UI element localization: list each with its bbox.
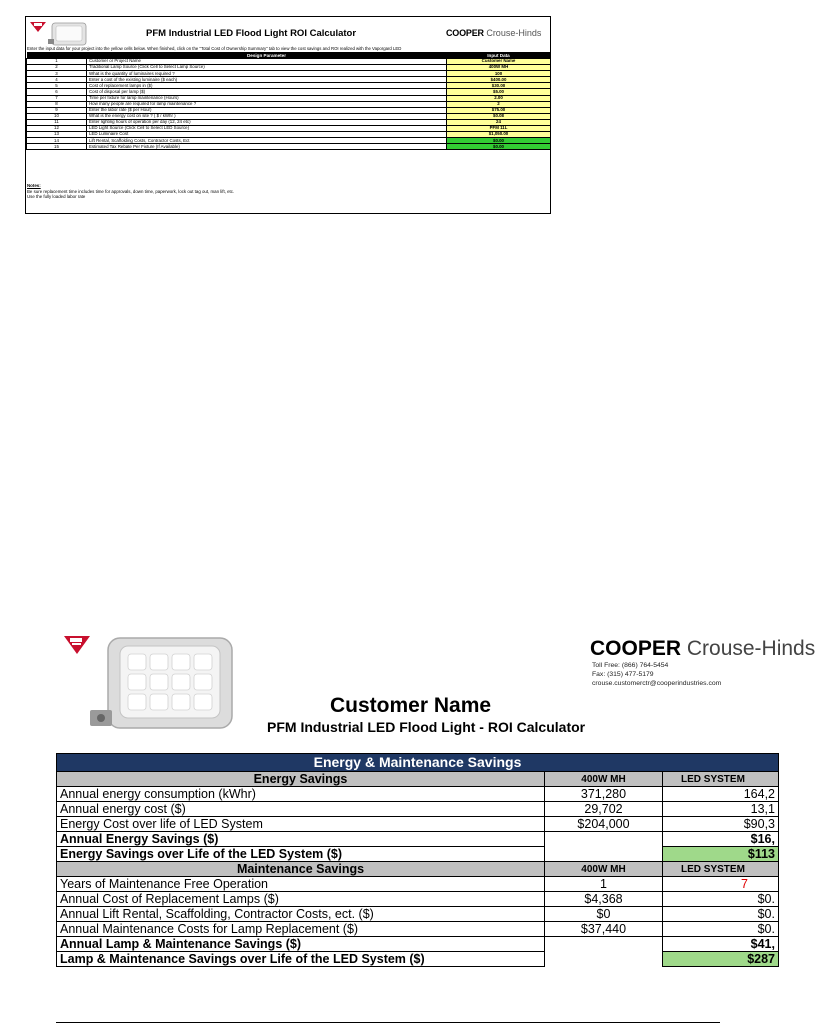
life-maint-savings-value: $287: [663, 952, 779, 967]
annual-energy-savings-label: Annual Energy Savings ($): [57, 832, 545, 847]
design-parameter-table: [26, 52, 551, 150]
row-number: 13: [27, 132, 87, 138]
row-label: Annual Cost of Replacement Lamps ($): [57, 892, 545, 907]
empty-cell: [545, 952, 663, 967]
table-row: [57, 937, 779, 952]
row-label: Years of Maintenance Free Operation: [57, 877, 545, 892]
annual-maint-savings-value: $41,: [663, 937, 779, 952]
input-cell[interactable]: $0.08: [447, 113, 551, 119]
input-cell[interactable]: Customer Name: [447, 59, 551, 65]
row-parameter: Enter a cost of the existing luminaire ($ each): [87, 77, 447, 83]
row-number: 15: [27, 144, 87, 150]
banner-row: [57, 754, 779, 772]
row-parameter: LED Light Source (Click Cell to Select LED Source): [87, 126, 447, 132]
row-parameter: What is the energy cost on site ? ( $ / kWhr ): [87, 113, 447, 119]
maint-col-traditional: 400W MH: [545, 862, 663, 877]
empty-cell: [545, 832, 663, 847]
row-parameter: Lift Rental, Scaffolding Costs, Contractor Costs, Ect: [87, 138, 447, 144]
table-row: [57, 922, 779, 937]
customer-name-title: Customer Name: [330, 694, 492, 717]
energy-col-traditional: 400W MH: [545, 772, 663, 787]
row-number: 5: [27, 83, 87, 89]
row-parameter: What is the quantity of luminaires required ?: [87, 71, 447, 77]
row-led-value: $0.: [663, 922, 779, 937]
row-number: 9: [27, 107, 87, 113]
table-row: [27, 144, 551, 150]
row-traditional-value: 1: [545, 877, 663, 892]
annual-energy-savings-value: $16,: [663, 832, 779, 847]
input-cell[interactable]: $1,050.00: [447, 132, 551, 138]
row-number: 3: [27, 71, 87, 77]
row-parameter: Enter the labor rate ($ per Hour): [87, 107, 447, 113]
energy-col-led: LED SYSTEM: [663, 772, 779, 787]
row-number: 4: [27, 77, 87, 83]
row-number: 1: [27, 59, 87, 65]
brand-logo: COOPER Crouse-Hinds: [590, 637, 815, 660]
table-row: [57, 877, 779, 892]
table-row: [57, 787, 779, 802]
table-row: [57, 952, 779, 967]
table-row: [57, 832, 779, 847]
note-line: Use the fully loaded labor rate: [27, 194, 86, 200]
row-number: 7: [27, 95, 87, 101]
contact-fax: Fax: (315) 477-5179: [592, 670, 654, 678]
row-number: 8: [27, 101, 87, 107]
row-parameter: LED Luminaire Cost: [87, 132, 447, 138]
instructions-text: Enter the input data for your project into the yellow cells below. When finished, click on the "Total Cost of Ownership Summary" tab to view the cost savings and ROI realized with the Vaporgard LED: [27, 46, 402, 51]
energy-heading: Energy Savings: [57, 772, 545, 787]
row-led-value: 13,1: [663, 802, 779, 817]
input-cell[interactable]: $5.00: [447, 89, 551, 95]
table-row: [57, 892, 779, 907]
row-number: 6: [27, 89, 87, 95]
led-flood-light-image-icon: [78, 636, 234, 736]
savings-table: [56, 753, 779, 967]
input-cell[interactable]: $400.00: [447, 77, 551, 83]
savings-summary: [56, 753, 775, 997]
input-cell[interactable]: PFM 11L: [447, 126, 551, 132]
row-number: 2: [27, 65, 87, 71]
divider: [56, 1022, 720, 1023]
row-parameter: Customer or Project Name: [87, 59, 447, 65]
input-cell[interactable]: $0.00: [447, 144, 551, 150]
life-energy-savings-label: Energy Savings over Life of the LED System ($): [57, 847, 545, 862]
life-energy-savings-value: $113: [663, 847, 779, 862]
maintenance-section-header: [57, 862, 779, 877]
input-cell[interactable]: $75.00: [447, 107, 551, 113]
savings-banner: Energy & Maintenance Savings: [57, 754, 779, 772]
header-input-data: Input Data: [447, 52, 551, 59]
row-parameter: Time per fixture for lamp maintenance (Hours): [87, 95, 447, 101]
row-parameter: Cost of disposal per lamp ($): [87, 89, 447, 95]
contact-email: crouse.customerctr@cooperindustries.com: [592, 679, 722, 687]
table-row: [57, 907, 779, 922]
row-traditional-value: 29,702: [545, 802, 663, 817]
contact-phone: Toll Free: (866) 764-5454: [592, 662, 669, 669]
brand-logo: COOPER Crouse-Hinds: [446, 28, 542, 38]
row-led-value: 164,2: [663, 787, 779, 802]
row-led-value: $0.: [663, 892, 779, 907]
row-traditional-value: $204,000: [545, 817, 663, 832]
notes: [27, 183, 234, 200]
empty-cell: [545, 847, 663, 862]
maintenance-heading: Maintenance Savings: [57, 862, 545, 877]
row-label: Annual energy consumption (kWhr): [57, 787, 545, 802]
maint-col-led: LED SYSTEM: [663, 862, 779, 877]
header-design-parameter: Design Parameter: [87, 52, 447, 59]
row-traditional-value: 371,280: [545, 787, 663, 802]
input-cell[interactable]: $30.00: [447, 83, 551, 89]
row-traditional-value: $0: [545, 907, 663, 922]
row-label: Annual Maintenance Costs for Lamp Replacement ($): [57, 922, 545, 937]
input-cell[interactable]: 24: [447, 119, 551, 125]
life-maint-savings-label: Lamp & Maintenance Savings over Life of the LED System ($): [57, 952, 545, 967]
contact-info: [592, 662, 721, 688]
row-label: Annual Lift Rental, Scaffolding, Contractor Costs, ect. ($): [57, 907, 545, 922]
energy-section-header: [57, 772, 779, 787]
row-parameter: How many people are required for lamp maintenance ?: [87, 101, 447, 107]
input-cell[interactable]: 2: [447, 101, 551, 107]
row-parameter: Estimated Tax Rebate Per Fixture (If Available): [87, 144, 447, 150]
row-led-value: 7: [663, 877, 779, 892]
row-number: 11: [27, 119, 87, 125]
table-row: [57, 817, 779, 832]
row-label: Annual energy cost ($): [57, 802, 545, 817]
table-row: [57, 802, 779, 817]
table-row: [57, 847, 779, 862]
row-parameter: Cost of replacement lamps in ($): [87, 83, 447, 89]
input-cell[interactable]: 100: [447, 71, 551, 77]
row-traditional-value: $37,440: [545, 922, 663, 937]
row-number: 12: [27, 126, 87, 132]
row-led-value: $0.: [663, 907, 779, 922]
input-cell[interactable]: 2.00: [447, 95, 551, 101]
note-line: Be sure replacement time includes time for approvals, down time, paperwork, lock out tag out, man lift, etc.: [27, 188, 235, 194]
calculator-subtitle: PFM Industrial LED Flood Light - ROI Calculator: [267, 719, 586, 735]
annual-maint-savings-label: Annual Lamp & Maintenance Savings ($): [57, 937, 545, 952]
row-number: 10: [27, 113, 87, 119]
row-parameter: Enter lighting hours of operation per day (12, 24 etc): [87, 119, 447, 125]
roi-input-sheet: [25, 16, 551, 214]
empty-cell: [545, 937, 663, 952]
row-led-value: $90,3: [663, 817, 779, 832]
row-label: Energy Cost over life of LED System: [57, 817, 545, 832]
sheet-title: PFM Industrial LED Flood Light ROI Calculator: [146, 28, 357, 39]
row-traditional-value: $4,368: [545, 892, 663, 907]
input-cell[interactable]: 400W MH: [447, 65, 551, 71]
input-cell[interactable]: $0.00: [447, 138, 551, 144]
company-logo-icon: [28, 19, 88, 49]
notes-heading: Notes:: [27, 183, 41, 188]
row-parameter: Traditional Lamp Source (Click Cell to Select Lamp Source): [87, 65, 447, 71]
row-number: 14: [27, 138, 87, 144]
